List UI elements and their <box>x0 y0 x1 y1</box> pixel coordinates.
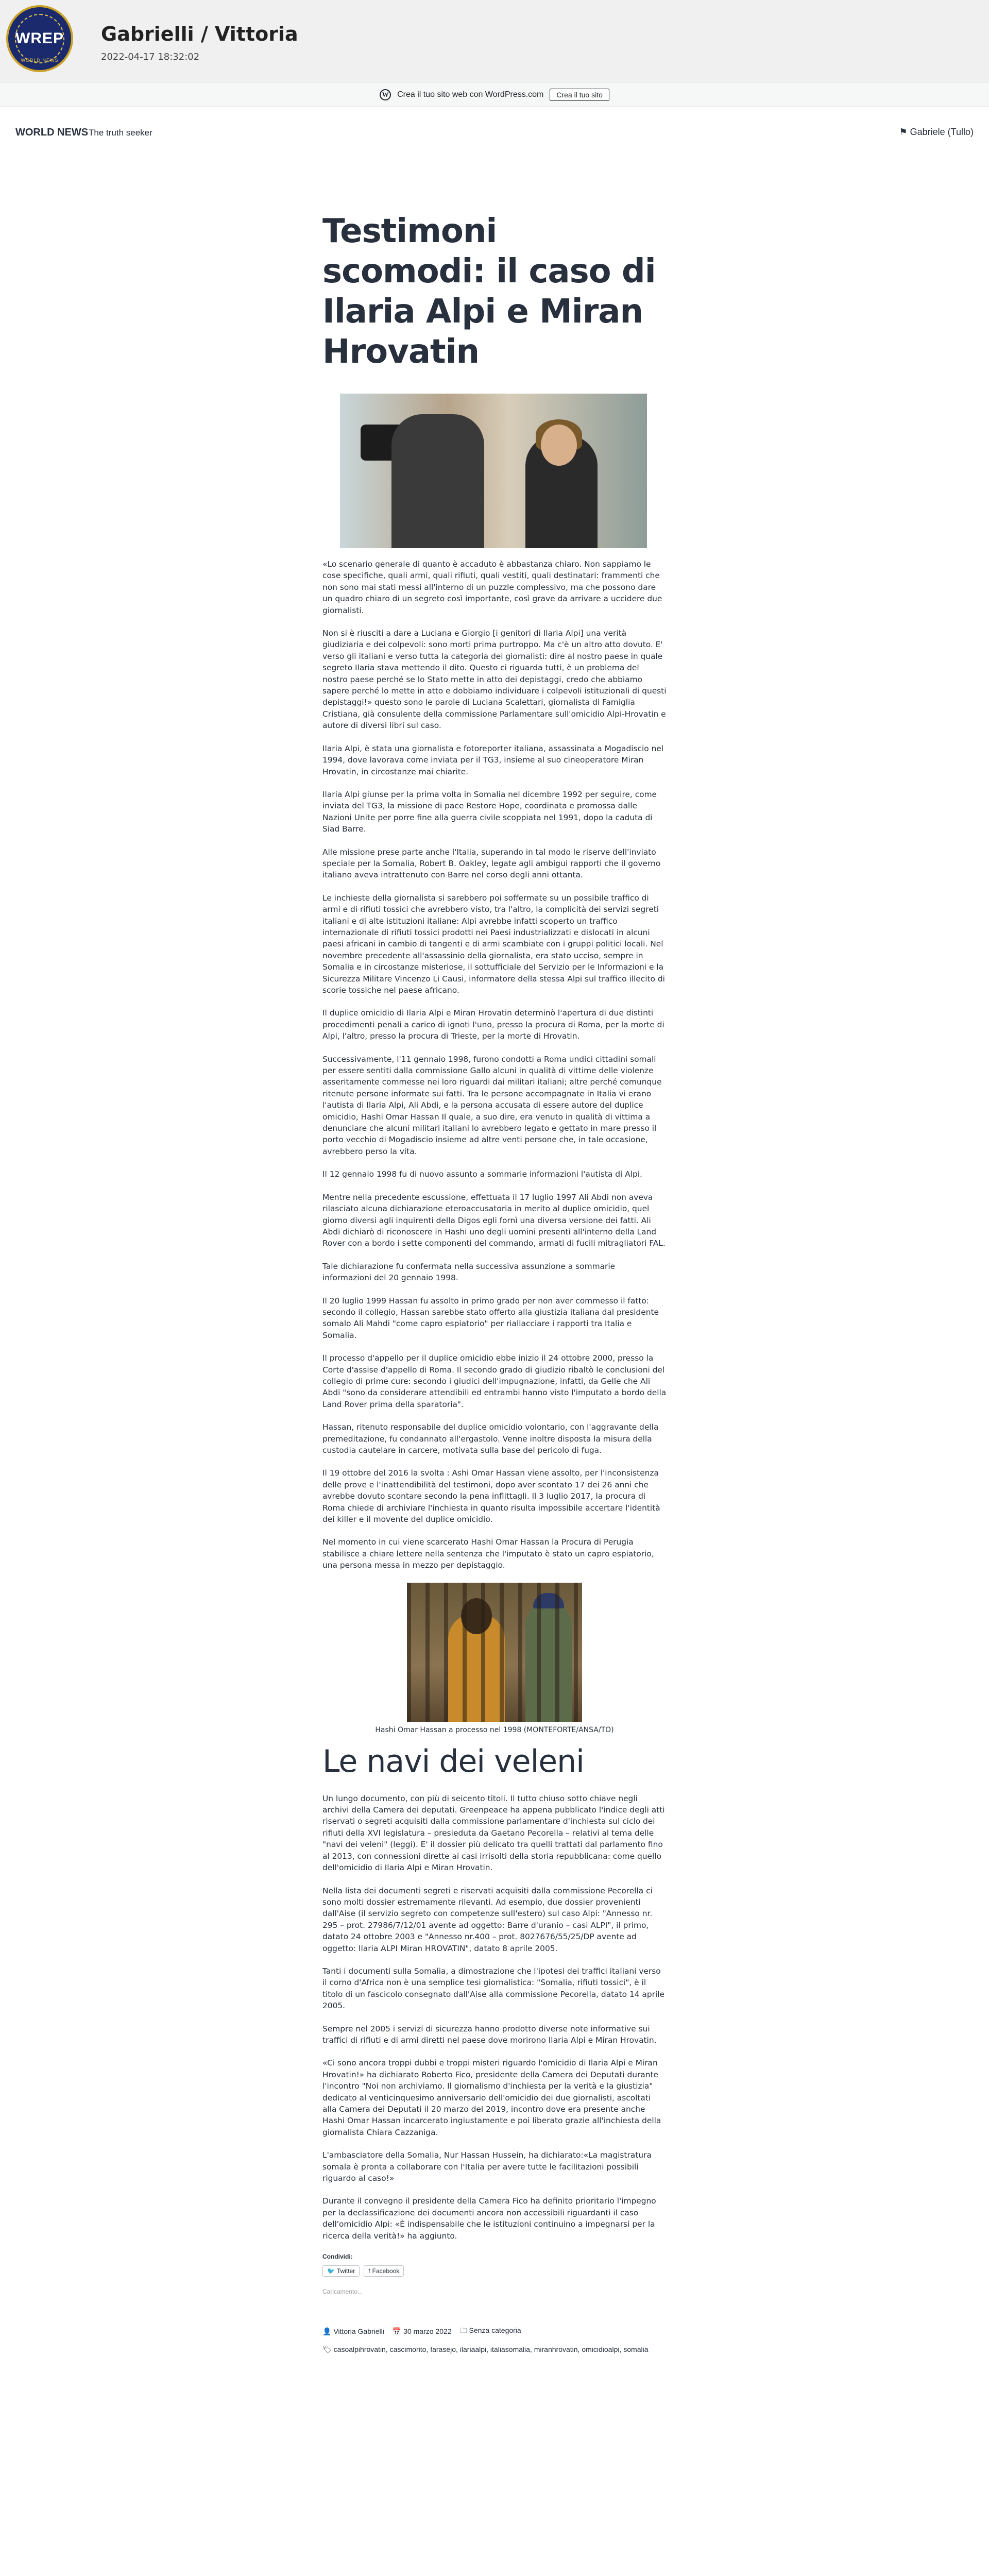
paragraph: Non si è riusciti a dare a Luciana e Giorgio [i genitori di Ilaria Alpi] una verità giudiziaria e dei colpevoli: sono morti prima purtroppo. Ma c'è un altro atto dovuto. E' verso gli italiani e verso tutta la categoria dei giornalisti: dire al nostro paese in quale segreto Ilaria stava mettendo il dito. Questo ci riguarda tutti, è un problema del nostro paese perché se lo Stato mette in atto dei depistaggi, credo che abbiamo sapere perché lo mette in atto e dobbiamo individuare i colpevoli istituzionali di questi depistaggi!» questo sono le parole di Luciana Scalettari, giornalista di Famiglia Cristiana, già consulente della commissione Parlamentare sull'omicidio Alpi-Hrovatin e autore di diversi libri sul caso. <box>322 629 667 731</box>
post-date: 30 marzo 2022 <box>403 2327 452 2335</box>
tag-list[interactable] <box>322 2344 667 2355</box>
logo-ring-text: WORLD NEWS <box>21 58 59 63</box>
paragraph: Il 20 luglio 1999 Hassan fu assolto in primo grado per non aver commesso il fatto: secondo il collegio, Hassan sarebbe stato offerto alla giustizia italiana dal presidente somalo Ali Mahdi "come capro espiatorio" per riallacciare i rapporti tra Italia e Somalia. <box>322 1296 659 1340</box>
paragraph: Alle missione prese parte anche l'Italia, superando in tal modo le riserve dell'inviato speciale per la Somalia, Robert B. Oakley, legate agli ambigui rapporti che il governo italiano aveva intrattenuto con Barre nel corso degli anni ottanta. <box>322 847 661 880</box>
paragraph: Il 19 ottobre del 2016 la svolta : Ashi Omar Hassan viene assolto, per l'inconsistenza delle prove e l'inattendibilità del testimoni, dopo aver scontato 17 dei 26 anni che avrebbe dovuto scontare secondo la pena inflittagli. Il 3 luglio 2017, la procura di Roma chiede di archiviare l'inchiesta in quanto risulta impossibile accertare l'identità dei killer e il movente del duplice omicidio. <box>322 1468 660 1524</box>
post-meta <box>322 2325 667 2355</box>
share-facebook-button[interactable] <box>364 2265 404 2277</box>
image-caption: Hashi Omar Hassan a processo nel 1998 (MONTEFORTE/ANSA/TO) <box>375 1725 614 1734</box>
paragraph: Nel momento in cui viene scarcerato Hashi Omar Hassan la Procura di Perugia stabilisce a chiare lettere nella sentenza che l'imputato è stato un capro espiatorio, una persona messa in mezzo per depistaggio. <box>322 1537 654 1570</box>
twitter-icon: 🐦 <box>327 2267 335 2275</box>
share-buttons <box>322 2265 667 2277</box>
paragraph: Tanti i documenti sulla Somalia, a dimostrazione che l'ipotesi dei traffici italiani verso il corno d'Africa non è una semplice tesi giornalistica: "Somalia, rifiuti tossici", è il titolo di un fascicolo consegnato dall'Aise alla commissione Pecorella, datato 14 aprile 2005. <box>322 1966 664 2011</box>
paragraph: Mentre nella precedente escussione, effettuata il 17 luglio 1997 Ali Abdi non aveva rilasciato alcuna dichiarazione eteroaccusatoria in merito al duplice omicidio, quel giorno diversi agli inquirenti della Digos egli fornì una diversa versione dei fatti. Ali Abdi dichiarò di riconoscere in Hashi uno degli uomini presenti all'interno della Land Rover con a bordo i sette componenti del commando, armati di fucili mitragliatori FAL. <box>322 1192 666 1248</box>
calendar-icon: 📅 <box>392 2327 404 2335</box>
paragraph: Tale dichiarazione fu confermata nella successiva assunzione a sommarie informazioni del 20 gennaio 1998. <box>322 1261 616 1283</box>
face-shape <box>541 425 577 466</box>
share-facebook-label: Facebook <box>372 2267 400 2275</box>
author-name: Vittoria Gabrielli <box>333 2327 384 2335</box>
paragraph: Un lungo documento, con più di seicento titoli. Il tutto chiuso sotto chiave negli archivi della Camera dei deputati. Greenpeace ha appena pubblicato l'indice degli atti riservati o segreti acquisiti dalla commissione parlamentare d'inchiesta sul ciclo dei rifiuti della XVI legislatura – presieduta da Gaetano Pecorella – relativi al tema delle "navi dei veleni" (leggi). E' il dossier più delicato tra quelli trattati dal parlamento fino al 2013, con connessioni dirette ai casi irrisolti della storia repubblicana: come quello dell'omicidio di Ilaria Alpi e Miran Hrovatin. <box>322 1793 665 1873</box>
hassan-trial-image[interactable] <box>407 1583 582 1722</box>
date-link[interactable] <box>393 2327 452 2336</box>
create-site-button[interactable]: Crea il tuo sito <box>550 89 609 101</box>
facebook-icon: f <box>368 2267 370 2275</box>
hero-image[interactable] <box>340 394 647 548</box>
paragraph: Nella lista dei documenti segreti e riservati acquisiti dalla commissione Pecorella ci sono molti dossier estremamente rilevanti. Ad esempio, due dossier provenienti dall'Aise (il servizio segreto con competenze sull'estero) sul caso Alpi: "Annesso nr. 295 – prot. 27986/7/12/01 avente ad oggetto: Barre d'uranio – casi ALPI", il primo, datato 24 ottobre 2003 e "Annesso nr.400 – prot. 8027676/55/25/DP avente ad oggetto: Ilaria ALPI Miran HROVATIN", datato 8 aprile 2005. <box>322 1886 653 1953</box>
paragraph: Il processo d'appello per il duplice omicidio ebbe inizio il 24 ottobre 2000, presso la Corte d'assise d'appello di Roma. Il secondo grado di giudizio ribaltò le conclusioni del collegio di prime cure: secondo i giudici dell'impugnazione, infatti, da Gelle che Ali Abdi "sono da considerare attendibili ed entrambi hanno visto l'imputato a bordo della Land Rover prima della sparatoria". <box>322 1353 667 1409</box>
tag-icon: 🏷 <box>322 2345 334 2354</box>
blog-title[interactable]: Gabrielli / Vittoria <box>101 23 298 45</box>
site-description: The truth seeker <box>89 128 152 138</box>
share-twitter-button[interactable] <box>322 2265 360 2277</box>
author-link[interactable] <box>322 2327 384 2336</box>
site-logo[interactable] <box>6 5 73 72</box>
wordpress-promo-bar <box>0 82 989 107</box>
cameraman-shape <box>391 414 484 548</box>
category-link[interactable] <box>460 2325 521 2337</box>
tag-names: casoalpihrovatin, cascimorito, farasejo, ilariaalpi, italiasomalia, miranhrovatin, omicidioalpi, somalia <box>333 2345 649 2354</box>
section-heading: Le navi dei veleni <box>322 1743 584 1780</box>
folder-icon: 🗀 <box>459 2326 469 2335</box>
paragraph: «Lo scenario generale di quanto è accaduto è abbastanza chiaro. Non sappiamo le cose specifiche, quali armi, quali rifiuti, quali vestiti, quali destinatari: frammenti che non sono mai stati messi all'interno di un puzzle complessivo, ma che possono dare un quadro chiaro di un segreto così importante, così grave da arrivare a uccidere due giornalisti. <box>322 560 662 615</box>
cell-bars <box>407 1583 582 1722</box>
post-content <box>322 558 667 2355</box>
post-title: Testimoni scomodi: il caso di Ilaria Alpi e Miran Hrovatin <box>322 212 656 371</box>
paragraph: Il duplice omicidio di Ilaria Alpi e Miran Hrovatin determinò l'apertura di due distinti procedimenti penali a carico di ignoti l'uno, presso la procura di Roma, per la morte di Alpi, l'altro, presso la procura di Trieste, per la morte di Hrovatin. <box>322 1008 664 1041</box>
account-menu[interactable] <box>899 127 974 138</box>
account-name: Gabriele (Tullo) <box>910 127 974 137</box>
logo-text: WREP <box>15 14 64 63</box>
paragraph: L'ambasciatore della Somalia, Nur Hassan Hussein, ha dichiarato:«La magistratura somala è pronta a collaborare con l'Italia per avere tutte le facilitazioni possibili riguardo al caso!» <box>322 2150 652 2183</box>
paragraph: Il 12 gennaio 1998 fu di nuovo assunto a sommarie informazioni l'autista di Alpi. <box>322 1170 642 1179</box>
paragraph: Sempre nel 2005 i servizi di sicurezza hanno prodotto diverse note informative sui traffici di rifiuti e di armi diretti nel paese dove morirono Ilaria Alpi e Miran Hrovatin. <box>322 2024 657 2045</box>
blog-date: 2022-04-17 18:32:02 <box>101 52 200 62</box>
author-icon: 👤 <box>322 2327 334 2335</box>
paragraph: Hassan, ritenuto responsabile del duplice omicidio volontario, con l'aggravante della premeditazione, fu condannato all'ergastolo. Venne inoltre disposta la misura della custodia cautelare in carcere, motivata sulla base del pericolo di fuga. <box>322 1422 659 1455</box>
site-header-band <box>0 0 989 82</box>
paragraph: «Ci sono ancora troppi dubbi e troppi misteri riguardo l'omicidio di Ilaria Alpi e Miran Hrovatin!» ha dichiarato Roberto Fico, presidente della Camera dei Deputati durante l'incontro "Noi non archiviamo. Il giornalismo d'inchiesta per la verità e la giustizia" dedicato al venticinquesimo anniversario dell'omicidio dei due giornalisti, ascoltati alla Camera dei Deputati il 20 marzo del 2019, incontro dove era presente anche Hashi Omar Hassan incarcerato ingiustamente e poi liberato grazie all'inchiesta della giornalista Chiara Cazzaniga. <box>322 2058 661 2137</box>
paragraph: Durante il convegno il presidente della Camera Fico ha definito prioritario l'impegno per la declassificazione dei documenti ancora non accessibili riguardanti il caso dell'omicidio Alpi: «È indispensabile che le istituzioni continuino a impegnarsi per la ricerca della verità!» ha aggiunto. <box>322 2196 656 2241</box>
site-name-link[interactable]: WORLD NEWS <box>15 127 89 138</box>
likes-loading: Caricamento... <box>322 2288 363 2296</box>
article <box>322 211 667 2355</box>
share-twitter-label: Twitter <box>336 2267 355 2275</box>
paragraph: Le inchieste della giornalista si sarebbero poi soffermate su un possibile traffico di armi e di rifiuti tossici che avrebbero visto, tra l'altro, la complicità dei servizi segreti italiani e di alte istituzioni italiane: Alpi avrebbe infatti scoperto un traffico internazionale di rifiuti tossici prodotti nei Paesi industrializzati e dislocati in alcuni paesi africani in cambio di tangenti e di armi scambiate con i gruppi politici locali. Nel novembre precedente all'assassinio della giornalista, era stato ucciso, sempre in Somalia e in circostanze misteriose, il sottufficiale del Servizio per le Informazioni e la Sicurezza Militare Vincenzo Li Causi, informatore della stessa Alpi sul traffico illecito di scorie tossiche nel paese africano. <box>322 893 665 995</box>
share-label: Condividi: <box>322 2253 353 2261</box>
category-name: Senza categoria <box>469 2326 521 2335</box>
account-icon: ⚑ <box>899 127 910 137</box>
paragraph: Successivamente, l'11 gennaio 1998, furono condotti a Roma undici cittadini somali per essere sentiti dalla commissione Gallo alcuni in qualità di vittime delle violenze asseritamente commesse nei loro riguardi dai militari italiani; altre perché comunque ritenute persone informate sui fatti. Tra le persone accompagnate in Italia vi erano l'autista di Ilaria Alpi, Ali Abdi, e la persona accusata di essere autore del duplice omicidio, Hashi Omar Hassan Il quale, a suo dire, era venuto in qualità di vittima a denunciare che alcuni militari italiani lo avrebbero legato e gettato in mare presso il porto vecchio di Mogadiscio insieme ad altre venti persone che, in tale occasione, avrebbero perso la vita. <box>322 1054 662 1156</box>
paragraph: Ilaria Alpi giunse per la prima volta in Somalia nel dicembre 1992 per seguire, come inviata del TG3, la missione di pace Restore Hope, coordinata e promossa dalle Nazioni Unite per porre fine alla guerra civile scoppiata nel 1991, dopo la caduta di Siad Barre. <box>322 789 657 834</box>
promo-text[interactable]: Crea il tuo sito web con WordPress.com <box>397 90 544 99</box>
paragraph: Ilaria Alpi, è stata una giornalista e fotoreporter italiana, assassinata a Mogadiscio nel 1994, dove lavorava come inviata per il TG3, insieme al suo cineoperatore Miran Hrovatin, in circostanze mai chiarite. <box>322 743 664 776</box>
site-navigation <box>0 107 989 159</box>
wordpress-icon: W <box>380 89 391 100</box>
